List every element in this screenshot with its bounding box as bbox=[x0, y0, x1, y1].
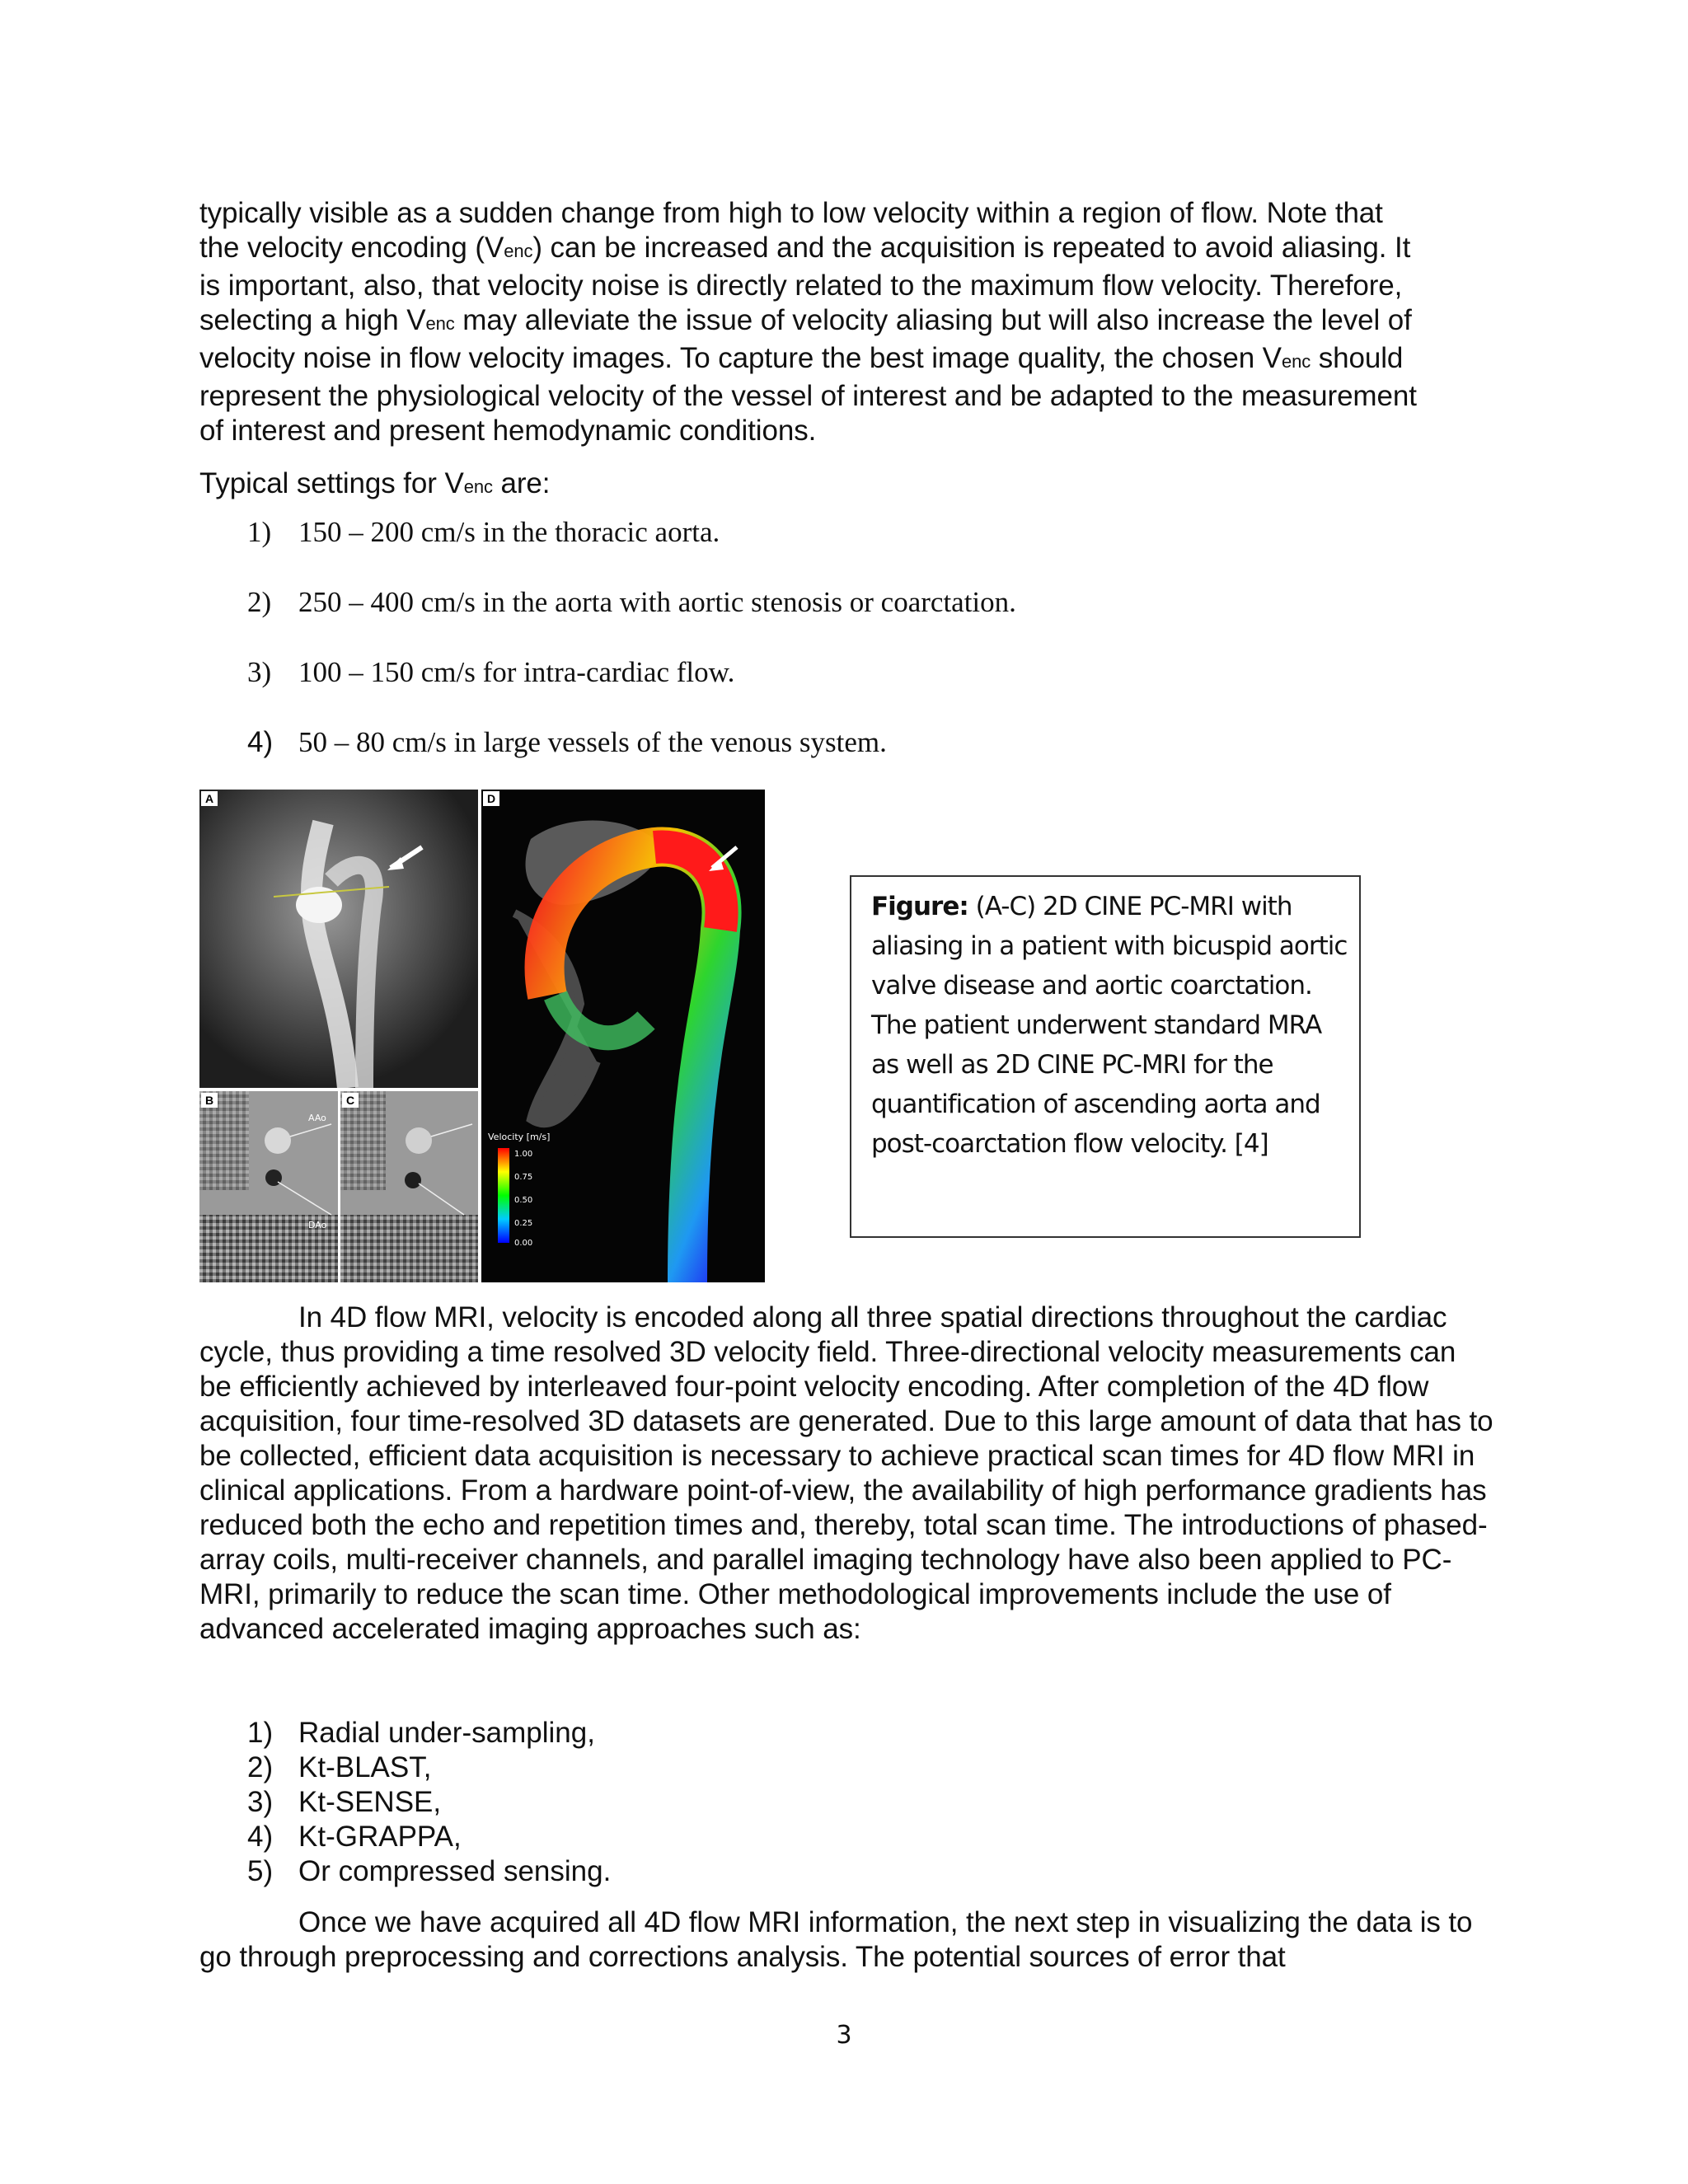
venc-subscript: enc bbox=[1281, 351, 1311, 372]
legend-tick: 0.50 bbox=[514, 1196, 533, 1205]
list-item bbox=[247, 1854, 1401, 1889]
list-item bbox=[247, 1750, 1401, 1785]
list-text: Kt-BLAST, bbox=[298, 1751, 432, 1783]
list-text: 100 – 150 cm/s for intra-cardiac flow. bbox=[298, 656, 735, 688]
figure-panel-c-phase bbox=[340, 1091, 478, 1282]
legend-tick: 0.75 bbox=[514, 1173, 533, 1182]
list-item bbox=[247, 586, 1016, 619]
list-number: 5) bbox=[247, 1855, 274, 1887]
typical-settings-suffix: are: bbox=[492, 467, 551, 499]
typical-settings-prefix: Typical settings for V bbox=[199, 467, 464, 499]
page-number: 3 bbox=[836, 2021, 852, 2050]
venc-subscript: enc bbox=[463, 476, 493, 497]
paragraph-preprocessing bbox=[199, 1905, 1493, 1975]
list-number: 1) bbox=[247, 516, 272, 548]
figure-panel-d-4d-flow bbox=[481, 790, 765, 1282]
p1-line: velocity noise in flow velocity images. To capture the best image quality, the chosen V bbox=[199, 342, 1282, 374]
panel-label-b: B bbox=[201, 1093, 218, 1108]
paragraph-velocity-encoding bbox=[199, 196, 1493, 448]
p1-line: typically visible as a sudden change from high to low velocity within a region of flow. Note that bbox=[199, 197, 1383, 229]
flow-visualization bbox=[481, 790, 765, 1282]
typical-settings-heading bbox=[199, 466, 1493, 504]
label-aao: AAo bbox=[308, 1113, 326, 1123]
list-number: 3) bbox=[247, 656, 272, 688]
legend-tick: 0.25 bbox=[514, 1219, 533, 1228]
list-item bbox=[247, 1820, 1401, 1854]
list-text: Kt-SENSE, bbox=[298, 1786, 442, 1818]
p1-line: is important, also, that velocity noise is directly related to the maximum flow velocity. Therefore, bbox=[199, 269, 1403, 302]
list-item bbox=[247, 1716, 1401, 1750]
list-number: 2) bbox=[247, 1751, 274, 1783]
list-text: 250 – 400 cm/s in the aorta with aortic stenosis or coarctation. bbox=[298, 586, 1016, 618]
list-item bbox=[247, 1785, 1401, 1820]
legend-title: Velocity [m/s] bbox=[488, 1132, 551, 1142]
velocity-color-bar bbox=[498, 1148, 509, 1243]
phase-image-c bbox=[340, 1091, 478, 1282]
p1-line: of interest and present hemodynamic conditions. bbox=[199, 415, 817, 447]
list-number: 1) bbox=[247, 1717, 274, 1749]
p1-line: the velocity encoding (V bbox=[199, 232, 504, 264]
list-text: 50 – 80 cm/s in large vessels of the venous system. bbox=[298, 726, 887, 758]
figure-panel-a-mra bbox=[199, 790, 478, 1088]
list-text: Or compressed sensing. bbox=[298, 1855, 612, 1887]
p1-line: selecting a high V bbox=[199, 304, 426, 336]
list-number: 4) bbox=[247, 726, 274, 758]
list-text: Radial under-sampling, bbox=[298, 1717, 595, 1749]
p2-text: In 4D flow MRI, velocity is encoded along all three spatial directions throughout the cardiac cycle, thus providing a time resolved 3D velocity field. Three-directional velocity measurements can be efficiently achieved by interleaved four-point velocity encoding. After completion of the 4D flow acquisition, four time-resolved 3D datasets are generated. Due to this large amount of data that has to be collected, efficient data acquisition is necessary to achieve practical scan times for 4D flow MRI in clinical applications. From a hardware point-of-view, the availability of high performance gradients has reduced both the echo and repetition times and, thereby, total scan time. The introductions of phased-array coils, multi-receiver channels, and parallel imaging technology have also been applied to PC-MRI, primarily to reduce the scan time. Other methodological improvements include the use of advanced accelerated imaging approaches such as: bbox=[199, 1301, 1493, 1645]
figure-caption-box bbox=[850, 875, 1361, 1238]
list-text: Kt-GRAPPA, bbox=[298, 1821, 462, 1853]
figure-panel-b-phase bbox=[199, 1091, 338, 1282]
paragraph-4d-flow bbox=[199, 1301, 1493, 1647]
list-item bbox=[247, 656, 734, 689]
p1-line: should bbox=[1311, 342, 1404, 374]
list-text: 150 – 200 cm/s in the thoracic aorta. bbox=[298, 516, 720, 548]
list-number: 3) bbox=[247, 1786, 274, 1818]
caption-body: (A-C) 2D CINE PC-MRI with aliasing in a patient with bicuspid aortic valve disease and aortic coarctation. The patient underwent standard MRA as well as 2D CINE PC-MRI for the quantification of ascending aorta and post-coarctation flow velocity. [4] bbox=[871, 892, 1348, 1159]
venc-subscript: enc bbox=[504, 241, 533, 261]
panel-label-d: D bbox=[483, 791, 499, 806]
p1-line: ) can be increased and the acquisition is repeated to avoid aliasing. It bbox=[532, 232, 1411, 264]
legend-tick: 0.00 bbox=[514, 1239, 533, 1248]
legend-tick: 1.00 bbox=[514, 1150, 533, 1159]
panel-label-a: A bbox=[201, 791, 218, 806]
phase-image-b bbox=[199, 1091, 338, 1282]
list-number: 4) bbox=[247, 1821, 274, 1853]
list-item bbox=[247, 726, 887, 759]
venc-subscript: enc bbox=[425, 313, 455, 334]
list-number: 2) bbox=[247, 586, 272, 618]
figure-caption bbox=[871, 887, 1349, 1164]
p3-text: Once we have acquired all 4D flow MRI information, the next step in visualizing the data is to go through preprocessing and corrections analysis. The potential sources of error that bbox=[199, 1906, 1473, 1973]
mra-image bbox=[199, 790, 478, 1088]
p1-line: represent the physiological velocity of the vessel of interest and be adapted to the measurement bbox=[199, 380, 1417, 412]
list-item bbox=[247, 516, 720, 549]
caption-label: Figure: bbox=[871, 892, 968, 921]
panel-label-c: C bbox=[342, 1093, 359, 1108]
p1-line: may alleviate the issue of velocity aliasing but will also increase the level of bbox=[454, 304, 1412, 336]
accelerated-imaging-list bbox=[247, 1716, 1401, 1889]
label-dao: DAo bbox=[308, 1220, 327, 1230]
